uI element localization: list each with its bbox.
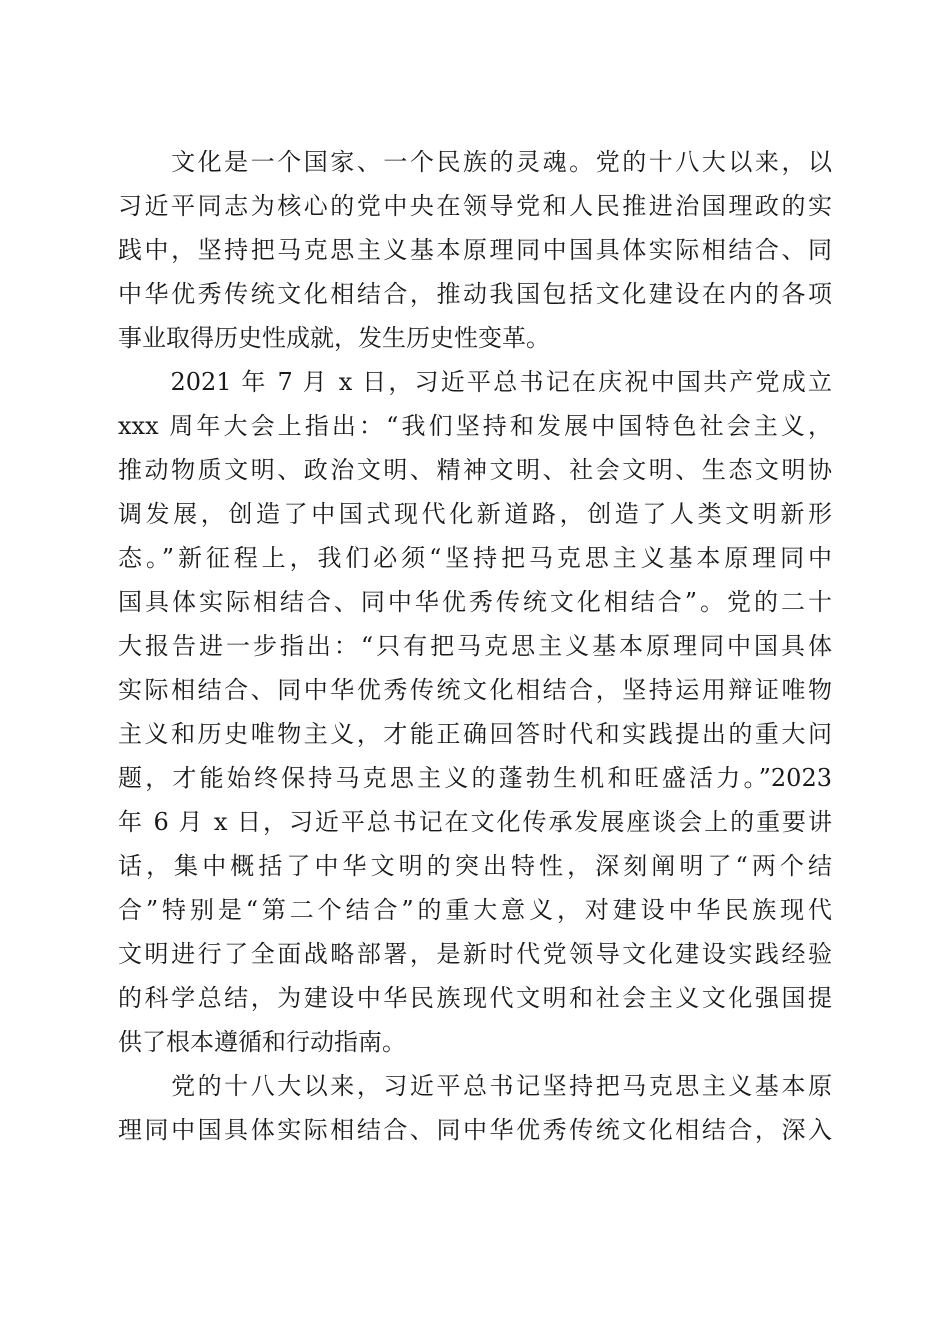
paragraph-1 [118,140,832,360]
text-line: 践中，坚持把马克思主义基本原理同中国具体实际相结合、同 [118,236,832,264]
text-line: 党的十八大以来，习近平总书记坚持把马克思主义基本原 [118,1072,832,1100]
text-line: 实际相结合、同中华优秀传统文化相结合，坚持运用辩证唯物 [118,676,832,704]
text-line: 大报告进一步指出：“只有把马克思主义基本原理同中国具体 [118,632,832,660]
text-line: 话，集中概括了中华文明的突出特性，深刻阐明了“两个结 [118,852,832,880]
text-line: 习近平同志为核心的党中央在领导党和人民推进治国理政的实 [118,192,832,220]
text-line: 推动物质文明、政治文明、精神文明、社会文明、生态文明协 [118,456,832,484]
text-line: 供了根本遵循和行动指南。 [118,1028,406,1056]
text-line: 的科学总结，为建设中华民族现代文明和社会主义文化强国提 [118,984,832,1012]
paragraph-2 [118,360,832,1064]
text-line: xxx 周年大会上指出：“我们坚持和发展中国特色社会主义， [118,412,832,440]
text-line: 国具体实际相结合、同中华优秀传统文化相结合”。党的二十 [118,588,832,616]
text-line: 调发展，创造了中国式现代化新道路，创造了人类文明新形 [118,500,832,528]
document-body [118,140,832,1152]
text-line: 中华优秀传统文化相结合，推动我国包括文化建设在内的各项 [118,280,832,308]
text-line: 合”特别是“第二个结合”的重大意义，对建设中华民族现代 [118,896,832,924]
text-line: 理同中国具体实际相结合、同中华优秀传统文化相结合，深入 [118,1116,832,1144]
text-line: 态。”新征程上，我们必须“坚持把马克思主义基本原理同中 [118,544,832,572]
text-line: 题，才能始终保持马克思主义的蓬勃生机和旺盛活力。”2023 [118,764,832,792]
text-line: 2021 年 7 月 x 日，习近平总书记在庆祝中国共产党成立 [118,368,832,396]
text-line: 文化是一个国家、一个民族的灵魂。党的十八大以来，以 [118,148,832,176]
paragraph-3 [118,1064,832,1152]
text-line: 文明进行了全面战略部署，是新时代党领导文化建设实践经验 [118,940,832,968]
text-line: 主义和历史唯物主义，才能正确回答时代和实践提出的重大问 [118,720,832,748]
text-line: 事业取得历史性成就，发生历史性变革。 [118,324,550,352]
text-line: 年 6 月 x 日，习近平总书记在文化传承发展座谈会上的重要讲 [118,808,832,836]
